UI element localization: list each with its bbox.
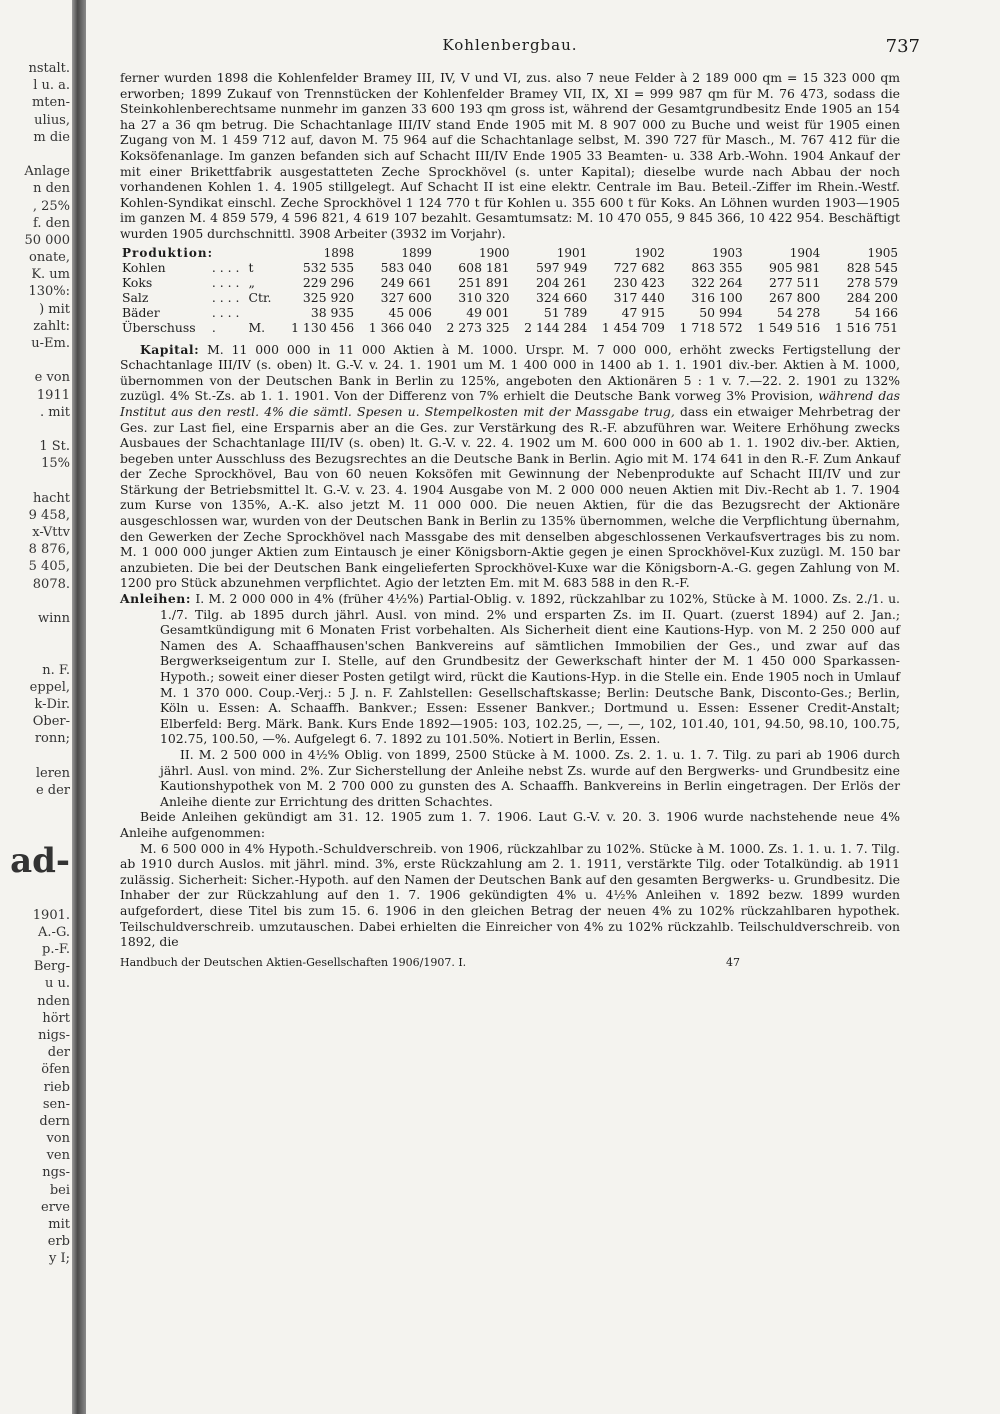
anleihen-label: Anleihen: <box>120 591 191 607</box>
margin-fragment: n den <box>33 181 70 197</box>
production-row-unit: t <box>248 259 254 275</box>
margin-fragment: Anlage <box>24 164 70 180</box>
margin-fragment: . mit <box>40 404 70 420</box>
margin-fragment: u u. <box>44 976 70 992</box>
production-value: 267 800 <box>769 289 821 305</box>
production-row-unit: M. <box>248 320 266 336</box>
margin-fragment: 5 405, <box>28 559 70 575</box>
margin-fragment: 8078. <box>32 576 70 592</box>
book-gutter <box>72 0 86 1414</box>
production-value: 310 320 <box>458 289 510 305</box>
margin-fragment: n. F. <box>42 662 70 678</box>
margin-fragment: der <box>47 1045 70 1061</box>
production-value: 1 130 456 <box>291 320 355 336</box>
page <box>100 36 920 974</box>
running-title: Kohlenbergbau. <box>442 36 578 54</box>
production-value: 727 682 <box>613 259 665 275</box>
margin-fragment: erve <box>41 1199 70 1215</box>
margin-fragment: 130%: <box>28 284 70 300</box>
production-table-section <box>120 246 900 336</box>
margin-fragment: nigs- <box>38 1027 70 1043</box>
margin-fragment: e der <box>35 782 70 798</box>
margin-fragment: K. um <box>31 267 70 283</box>
margin-fragment: erb <box>47 1234 70 1250</box>
margin-fragment: 8 876, <box>28 542 70 558</box>
margin-fragment: leren <box>35 765 70 781</box>
production-row-label: Kohlen <box>122 259 166 275</box>
kapital-text-a: M. 11 000 000 in 11 000 Aktien à M. 1000. Urspr. M. 7 000 000, erhöht zwecks Fertigstellung der Schachtanlage III/IV (s. oben) lt. G.-V. v. 24. 1. 1901 um M. 1 400 000 in 1400 ab 1. 1. 1901 div.-ber. Aktien à M. 1000, übernommen von der Deutschen Bank in Berlin zu 125%, angeboten den Aktionären 5 : 1 v. 7.—22. 2. 1901 zu 132% zuzügl. 4% St.-Zs. ab 1. 1. 1901. Von der Differenz von 7% erhielt die Deutsche Bank vorweg 3% Provision, <box>120 341 900 404</box>
anleihen-section <box>120 591 900 950</box>
production-value: 277 511 <box>769 274 821 290</box>
anleihen-text-1: I. M. 2 000 000 in 4% (früher 4½%) Partial-Oblig. v. 1892, rückzahlbar zu 102%, Stücke à M. 1000. Zs. 2./1. u. 1./7. Tilg. ab 1895 durch jährl. Ausl. von mind. 2% und ersparten Zs. im II. Quart. (zuerst 1894) auf 2. Jan.; Gesamtkündigung mit 6 Monaten Frist vorbehalten. Als Sicherheit dient eine Kautions-Hyp. von M. 2 250 000 auf Namen des A. Schaaffhausen'schen Bankvereins auf sämtlichen Immobilien der Ges., und zwar auf das Bergwerkseigentum zur I. Stelle, auf den Grundbesitz der Gewerkschaft hinter der M. 1 450 000 Sparkassen-Hypoth.; soweit einer dieser Posten getilgt wird, rückt die Kautions-Hyp. in die Stelle ein. Ende 1905 noch in Umlauf M. 1 370 000. Coup.-Verj.: 5 J. n. F. Zahlstellen: Gesellschaftskasse; Berlin: Deutsche Bank, Disconto-Ges.; Berlin, Köln u. Essen: A. Schaaffh. Bankver.; Essen: Essener Bankver.; Dortmund u. Essen: Essener Credit-Anstalt; Elberfeld: Berg. Märk. Bank. Kurs Ende 1892—1905: 103, 102.25, —, —, —, 102, 101.40, 101, 94.50, 98.10, 100.75, 102.75, 100.50, —%. Aufgelegt 6. 7. 1892 zu 101.50%. Notiert in Berlin, Essen. <box>160 591 900 747</box>
margin-fragment: sen- <box>42 1096 70 1112</box>
margin-fragment: 50 000 <box>24 232 70 248</box>
margin-fragment: öfen <box>41 1062 70 1078</box>
production-value: 583 040 <box>380 259 432 275</box>
production-value: 532 535 <box>302 259 355 275</box>
production-value: 828 545 <box>846 259 898 275</box>
margin-gap <box>0 593 70 610</box>
margin-gap <box>0 799 70 816</box>
margin-fragment: p.-F. <box>42 942 70 957</box>
page-header <box>100 36 920 70</box>
margin-fragment: dern <box>39 1113 70 1129</box>
margin-fragment: f. den <box>32 215 70 231</box>
production-value: 1 549 516 <box>757 320 821 336</box>
production-year: 1899 <box>401 245 432 260</box>
production-value: 322 264 <box>691 274 743 290</box>
production-row <box>120 275 900 290</box>
production-value: 204 261 <box>535 274 588 290</box>
production-value: 1 366 040 <box>368 320 432 336</box>
margin-fragment: 9 458, <box>28 507 70 523</box>
intro-text: ferner wurden 1898 die Kohlenfelder Bramey III, IV, V und VI, zus. also 7 neue Felder à 2 189 000 qm = 15 323 000 qm erworben; 1899 Zukauf von Trennstücken der Kohlenfelder Bramey VII, IX, XI = 999 987 qm für M. 76 473, sodass die Steinkohlenberechtsame nunmehr im ganzen 33 600 193 qm gross ist, während der Gesamtgrundbesitz Ende 1905 an 154 ha 27 a 36 qm betrug. Die Schachtanlage III/IV stand Ende 1905 mit M. 8 907 000 zu Buche und weist für 1905 einen Zugang von M. 1 459 712 auf, davon M. 75 964 auf die Schachtanlage selbst, M. 390 727 für Masch., M. 767 412 für die Koksöfenanlage. Im ganzen befanden sich auf Schacht III/IV Ende 1905 33 Beamten- u. 338 Arb.-Wohn. 1904 Ankauf der mit einer Brikettfabrik ausgestatteten Zeche Sprockhövel (s. unter Kapital); dieselbe wurde nach Abbau der noch vorhandenen Kohlen 1. 4. 1905 stillgelegt. Auf Schacht II ist eine elektr. Centrale im Bau. Beteil.-Ziffer im Rhein.-Westf. Kohlen-Syndikat einschl. Zeche Sprockhövel 1 124 770 t für Kohlen u. 355 600 t für Koks. An Löhnen wurden 1903—1905 im ganzen M. 4 859 579, 4 596 821, 4 619 107 bezahlt. Gesamtumsatz: M. 10 470 055, 9 845 366, 10 422 954. Beschäftigt wurden 1905 durchschnittl. 3908 Arbeiter (3932 im Vorjahr). <box>120 70 900 241</box>
margin-fragment: x-Vttv <box>32 525 70 541</box>
margin-gap <box>0 352 70 369</box>
margin-fragment: , 25% <box>32 198 70 214</box>
margin-fragment: winn <box>37 611 70 626</box>
margin-fragment: l u. a. <box>33 78 70 94</box>
production-value: 278 579 <box>846 274 898 290</box>
margin-fragment: ronn; <box>34 731 70 747</box>
margin-fragment: onate, <box>29 250 70 266</box>
margin-fragment: 1911 <box>36 387 70 403</box>
margin-fragment: 1 St. <box>39 439 70 455</box>
production-row <box>120 320 900 335</box>
production-year: 1905 <box>867 245 898 260</box>
margin-fragment: k-Dir. <box>34 696 70 712</box>
production-row-unit <box>246 305 278 320</box>
production-year: 1903 <box>712 245 743 260</box>
margin-fragment: 15% <box>41 456 70 472</box>
production-value: 317 440 <box>613 289 665 305</box>
production-value: 47 915 <box>621 305 665 321</box>
page-footer <box>120 956 900 974</box>
production-value: 284 200 <box>846 289 898 305</box>
production-value: 54 278 <box>776 305 821 321</box>
production-row-dots: . . . . <box>211 289 240 305</box>
production-row-unit: Ctr. <box>248 289 272 305</box>
production-value: 1 718 572 <box>679 320 743 336</box>
anleihen-text-4: M. 6 500 000 in 4% Hypoth.-Schuldverschreib. von 1906, rückzahlbar zu 102%. Stücke à M. 1000. Zs. 1. 1. u. 1. 7. Tilg. ab 1910 durch Auslos. mit jährl. mind. 3%, erste Rückzahlung am 2. 1. 1911, verstärkte Tilg. oder Totalkündig. ab 1911 zulässig. Sicherheit: Sicher.-Hypoth. auf den Namen der Deutschen Bank auf den gesamten Bergwerks- u. Grundbesitz. Die Inhaber der zur Rückzahlung auf den 1. 7. 1906 gekündigten 4% u. 4½% Anleihen v. 1892 bezw. 1899 wurden aufgefordert, diese Titel bis zum 15. 6. 1906 in den gleichen Betrag der neuen 4% zu 102% rückzahlbaren hypothek. Teilschuldverschreib. umzutauschen. Dabei erhielten die Einreicher von 4% zu 102% rückzahlb. Teilschuldverschreib. von 1892, die <box>120 840 900 950</box>
production-value: 49 001 <box>466 305 510 321</box>
production-table <box>120 246 900 336</box>
production-row-label: Salz <box>122 289 149 305</box>
production-value: 230 423 <box>613 274 665 290</box>
production-row-unit: „ <box>248 274 255 290</box>
intro-paragraph <box>120 70 900 242</box>
production-row <box>120 290 900 305</box>
production-row-label: Überschuss <box>122 320 196 336</box>
production-value: 597 949 <box>535 259 588 275</box>
margin-fragment: ) mit <box>39 301 70 317</box>
production-row-dots: . . . . <box>211 305 240 321</box>
margin-fragment: eppel, <box>29 679 70 695</box>
margin-fragment: ngs- <box>42 1165 70 1181</box>
production-row-dots: . . . . <box>211 274 240 290</box>
kapital-text-italic: während das Institut aus den restl. 4% die sämtl. Spesen u. Stempelkosten mit der Massgabe trug, <box>120 388 901 419</box>
margin-gap <box>0 889 70 906</box>
production-value: 863 355 <box>691 259 743 275</box>
margin-fragment: u-Em. <box>31 336 70 351</box>
production-value: 229 296 <box>302 274 355 290</box>
production-value: 324 660 <box>535 289 588 305</box>
kapital-label: Kapital: <box>140 341 200 357</box>
margin-fragment: ad- <box>10 841 70 882</box>
margin-fragment: e von <box>34 370 70 386</box>
production-value: 51 789 <box>543 305 588 321</box>
margin-fragment: y I; <box>49 1251 70 1267</box>
production-value: 2 273 325 <box>446 320 510 336</box>
production-value: 38 935 <box>310 305 355 321</box>
margin-fragment: ulius, <box>34 112 70 128</box>
production-row-dots: . <box>211 320 216 336</box>
margin-fragment: nstalt. <box>28 61 70 76</box>
margin-gap <box>0 816 70 833</box>
margin-gap <box>0 421 70 438</box>
production-value: 1 516 751 <box>834 320 898 336</box>
production-value: 45 006 <box>388 305 432 321</box>
production-year: 1904 <box>789 245 821 260</box>
margin-fragment: bei <box>49 1182 70 1198</box>
footer-signature: 47 <box>726 955 740 969</box>
production-year: 1902 <box>634 245 665 260</box>
margin-fragment: A.-G. <box>38 924 70 940</box>
production-value: 1 454 709 <box>601 320 665 336</box>
margin-fragment: m die <box>33 129 70 145</box>
production-header-row <box>120 246 900 260</box>
margin-gap <box>0 644 70 661</box>
margin-fragment: rieb <box>43 1079 70 1095</box>
margin-fragment: 1901. <box>32 907 70 923</box>
production-year: 1901 <box>556 245 588 260</box>
production-value: 325 920 <box>302 289 355 305</box>
kapital-section <box>120 342 900 592</box>
margin-gap <box>0 146 70 163</box>
production-value: 251 891 <box>458 274 510 290</box>
margin-fragment: Ober- <box>32 714 70 730</box>
margin-fragment: ven <box>46 1148 70 1164</box>
kapital-text-b: dass ein etwaiger Mehrbetrag der Ges. zur Last fiel, eine Ersparnis aber an die Ges. zur Verstärkung des R.-F. abzuführen war. Weitere Erhöhung zwecks Ausbaues der Schachtanlage III/IV (s. oben) lt. G.-V. v. 22. 4. 1902 um M. 600 000 in 600 ab 1. 1. 1902 div.-ber. Aktien, begeben unter Ausschluss des Bezugsrechtes an die Deutsche Bank in Berlin. Agio mit M. 174 641 in den R.-F. Zum Ankauf der Zeche Sprockhövel, Bau von 60 neuen Koksöfen mit Gewinnung der Nebenprodukte auf Schacht III/IV und zur Stärkung der Betriebsmittel lt. G.-V. v. 23. 4. 1904 Ausgabe von M. 2 000 000 neuen Aktien mit Div.-Recht ab 1. 7. 1904 zum Kurse von 135%, A.-K. also jetzt M. 11 000 000. Die neuen Aktien, für die das Bezugsrecht der Aktionäre ausgeschlossen war, wurden von der Deutschen Bank in Berlin zu 135% übernommen, welche die Verpflichtung übernahm, den Gewerken der Zeche Sprockhövel nach Massgabe des mit denselben abgeschlossenen Verkaufsvertrages bis zu nom. M. 1 000 000 junger Aktien zum Eintausch je einer Königsborn-Aktie gegen je einen Sprockhövel-Kux zuzügl. M. 150 bar anzubieten. Die bei der Deutschen Bank eingelieferten Sprockhövel-Kuxe war die Königsborn-A.-G. gegen Zahlung von M. 1200 pro Stück abzunehmen verpflichtet. Agio der letzten Em. mit M. 683 588 in den R.-F. <box>120 403 900 591</box>
margin-fragment: hacht <box>32 490 70 506</box>
production-value: 50 994 <box>699 305 743 321</box>
production-year: 1898 <box>323 245 355 260</box>
margin-gap <box>0 627 70 644</box>
production-value: 608 181 <box>458 259 510 275</box>
production-value: 249 661 <box>380 274 432 290</box>
margin-fragment: mit <box>48 1217 70 1232</box>
production-row <box>120 305 900 320</box>
production-value: 54 166 <box>854 305 898 321</box>
anleihen-text-3: Beide Anleihen gekündigt am 31. 12. 1905 zum 1. 7. 1906. Laut G.-V. v. 20. 3. 1906 wurde nachstehende neue 4% Anleihe aufgenommen: <box>120 809 900 840</box>
margin-fragment: mten- <box>31 95 70 111</box>
anleihen-text-2: II. M. 2 500 000 in 4½% Oblig. von 1899, 2500 Stücke à M. 1000. Zs. 2. 1. u. 1. 7. Tilg. zu pari ab 1906 durch jährl. Ausl. von mind. 2%. Zur Sicherstellung der Anleihe nebst Zs. wurde auf den Bergwerks- und Grundbesitz eine Kautionshypothek von M. 2 700 000 zu gunsten des A. Schaaffh. Bankvereins in Berlin eingetragen. Der Erlös der Anleihe diente zur Errichtung des dritten Schachtes. <box>160 746 900 809</box>
production-row-label: Koks <box>122 274 153 290</box>
production-value: 905 981 <box>769 259 821 275</box>
page-number: 737 <box>885 36 920 57</box>
previous-page-margin <box>0 60 70 1400</box>
production-value: 316 100 <box>691 289 743 305</box>
production-row-dots: . . . . <box>211 259 240 275</box>
production-row <box>120 260 900 275</box>
margin-fragment: hört <box>42 1010 70 1026</box>
production-label: Produktion: <box>122 245 214 260</box>
margin-fragment: Berg- <box>33 959 70 975</box>
margin-fragment: zahlt: <box>33 318 70 334</box>
margin-fragment: nden <box>37 993 70 1009</box>
production-row-label: Bäder <box>122 305 160 321</box>
margin-fragment: von <box>46 1131 70 1147</box>
margin-gap <box>0 748 70 765</box>
production-year: 1900 <box>479 245 510 260</box>
margin-gap <box>0 473 70 490</box>
production-body <box>120 260 900 336</box>
production-value: 327 600 <box>380 289 432 305</box>
production-value: 2 144 284 <box>524 320 588 336</box>
footer-book-title: Handbuch der Deutschen Aktien-Gesellschaften 1906/1907. I. <box>120 955 467 969</box>
